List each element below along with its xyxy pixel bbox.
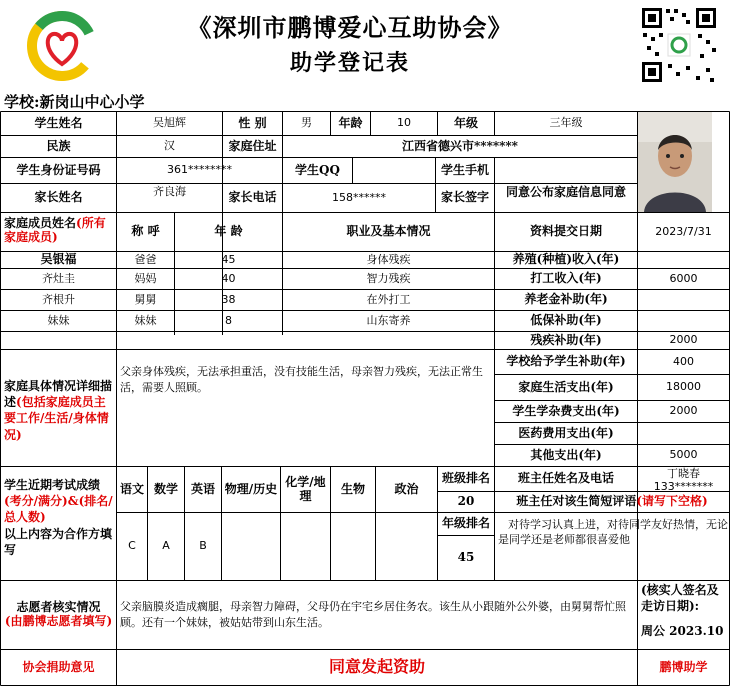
school-label: 学校: bbox=[4, 93, 40, 111]
score-politics bbox=[376, 513, 437, 580]
finance-value: 2000 bbox=[669, 333, 698, 347]
member-age: 8 bbox=[225, 313, 232, 327]
member-job: 在外打工 bbox=[366, 292, 411, 306]
id-value: 361******** bbox=[167, 163, 232, 177]
school-name: 新岗山中心小学 bbox=[39, 93, 145, 111]
situation-label-text: 家庭具体情况详细描述 bbox=[4, 379, 113, 410]
finance-label: 残疾补助(年) bbox=[530, 332, 602, 347]
situation-text: 父亲身体残疾，无法承担重活，没有技能生活，母亲智力残疾，无法正常生活，需要人照顾。 bbox=[120, 365, 483, 394]
finance-label: 养老金补助(年) bbox=[524, 292, 608, 307]
teacher-comment: 对待学习认真上进，对待同学友好热情，无论是同学还是老师都很喜爱他 bbox=[498, 518, 728, 547]
grade-rank-value: 45 bbox=[457, 550, 475, 565]
member-relation: 妹妹 bbox=[134, 313, 157, 327]
school-line bbox=[4, 91, 145, 112]
organization-name: 鹏博助学 bbox=[659, 659, 708, 674]
age-col-label: 年 龄 bbox=[214, 224, 243, 239]
situation-label-note: (包括家庭成员主要工作/生活/身体情况) bbox=[4, 395, 109, 442]
class-rank-value: 20 bbox=[457, 494, 475, 509]
teacher-phone: 133******* bbox=[653, 479, 714, 491]
heart-hand-logo-icon bbox=[22, 6, 102, 86]
subject-chemistry-geography-label: 化学/地理 bbox=[285, 474, 326, 503]
score-chinese: C bbox=[128, 539, 136, 553]
member-name: 妹妹 bbox=[47, 313, 70, 327]
donation-decision: 同意发起资助 bbox=[328, 657, 425, 677]
qr-code-icon bbox=[640, 6, 718, 84]
address-value: 江西省德兴市******* bbox=[402, 138, 518, 153]
finance-value: 18000 bbox=[666, 380, 701, 394]
exam-label-title: 学生近期考试成绩 bbox=[4, 478, 101, 492]
donation-opinion-label: 协会捐助意见 bbox=[22, 659, 95, 674]
consent-label: 同意公布家庭信息同意 bbox=[505, 185, 626, 199]
family-members-label-text: 家庭成员姓名 bbox=[4, 216, 77, 230]
age-label: 年龄 bbox=[338, 115, 363, 130]
finance-value: 6000 bbox=[669, 271, 698, 285]
comment-label-hint: (请写下空格) bbox=[636, 494, 708, 509]
student-name-label: 学生姓名 bbox=[34, 115, 83, 130]
score-physics-history bbox=[222, 513, 280, 580]
comment-label bbox=[495, 492, 729, 512]
student-phone-label: 学生手机 bbox=[440, 162, 489, 177]
parent-name-value: 齐良海 bbox=[153, 185, 186, 198]
subject-physics-history-label: 物理/历史 bbox=[224, 481, 278, 496]
form-title: 《深圳市鹏博爱心互助协会》 bbox=[187, 13, 513, 42]
subject-chinese-label: 语文 bbox=[119, 481, 144, 496]
finance-label: 养殖(种植)收入(年) bbox=[512, 252, 620, 267]
finance-label: 学生学杂费支出(年) bbox=[512, 403, 620, 418]
gender-value: 男 bbox=[301, 116, 312, 130]
grade-rank-label: 年级排名 bbox=[441, 516, 490, 531]
member-age: 45 bbox=[221, 252, 236, 266]
score-chemistry-geography bbox=[281, 513, 330, 580]
situation-label bbox=[1, 350, 116, 466]
member-name: 齐灶圭 bbox=[42, 271, 75, 285]
member-name: 吴银福 bbox=[40, 252, 77, 267]
teacher-contact bbox=[638, 467, 729, 491]
student-phone-value[interactable] bbox=[495, 158, 637, 183]
finance-value: 2000 bbox=[669, 404, 698, 418]
parent-name-label: 家长姓名 bbox=[34, 190, 83, 205]
family-members-label-note: (所有家庭成员) bbox=[4, 216, 106, 244]
member-relation: 妈妈 bbox=[134, 271, 157, 285]
parent-sign-label: 家长签字 bbox=[440, 190, 489, 205]
submit-date-value: 2023/7/31 bbox=[655, 224, 712, 238]
registration-table bbox=[0, 111, 730, 686]
exam-label-partner: 以上内容为合作方填写 bbox=[4, 526, 113, 557]
finance-label: 医药费用支出(年) bbox=[518, 425, 614, 440]
gender-label: 性 别 bbox=[238, 115, 267, 130]
subject-biology-label: 生物 bbox=[340, 481, 365, 496]
submit-date-label: 资料提交日期 bbox=[529, 224, 602, 239]
grade-value: 三年级 bbox=[549, 116, 583, 130]
teacher-label: 班主任姓名及电话 bbox=[517, 471, 614, 486]
score-english: B bbox=[199, 539, 207, 553]
qq-label: 学生QQ bbox=[295, 162, 340, 177]
ethnicity-value: 汉 bbox=[164, 139, 175, 153]
volunteer-label bbox=[1, 581, 116, 649]
finance-label: 打工收入(年) bbox=[530, 271, 602, 286]
finance-label: 学校给予学生补助(年) bbox=[506, 354, 626, 369]
finance-value bbox=[638, 252, 729, 268]
verifier-value: 周公 2023.10 bbox=[641, 624, 724, 639]
exam-label bbox=[1, 467, 116, 580]
member-relation: 爸爸 bbox=[134, 252, 157, 266]
verifier-label: (核实人签名及走访日期): bbox=[641, 582, 719, 613]
member-job: 身体残疾 bbox=[366, 252, 411, 266]
student-name-value: 吴旭辉 bbox=[153, 116, 186, 130]
form-header bbox=[0, 0, 730, 111]
volunteer-label-title: 志愿者核实情况 bbox=[16, 600, 101, 615]
teacher-name: 丁晓春 bbox=[667, 467, 700, 480]
job-col-label: 职业及基本情况 bbox=[346, 224, 431, 239]
subject-politics-label: 政治 bbox=[394, 481, 419, 496]
member-age: 40 bbox=[221, 271, 236, 285]
ethnicity-label: 民族 bbox=[46, 138, 71, 153]
member-name: 齐根升 bbox=[42, 292, 75, 306]
parent-phone-value: 158****** bbox=[332, 190, 386, 204]
age-value: 10 bbox=[397, 116, 411, 130]
class-rank-label: 班级排名 bbox=[441, 471, 490, 486]
relation-label: 称 呼 bbox=[131, 224, 160, 239]
score-math: A bbox=[162, 539, 170, 553]
parent-phone-label: 家长电话 bbox=[228, 190, 277, 205]
member-relation: 舅舅 bbox=[134, 292, 157, 306]
family-members-label bbox=[1, 213, 116, 251]
qq-value[interactable] bbox=[353, 158, 435, 183]
volunteer-text: 父亲脑膜炎造成瘸腿，母亲智力障碍，父母仍在宇宅乡居住务农。该生从小跟随外公外婆，由舅舅帮忙照顾。还有一个妹妹，被姑姑带到山东生活。 bbox=[120, 600, 626, 629]
finance-value bbox=[638, 290, 729, 310]
finance-value bbox=[638, 423, 729, 444]
score-biology bbox=[331, 513, 375, 580]
id-label: 学生身份证号码 bbox=[16, 162, 101, 177]
address-label: 家庭住址 bbox=[228, 138, 277, 153]
finance-label: 家庭生活支出(年) bbox=[518, 379, 614, 394]
subject-english-label: 英语 bbox=[190, 481, 215, 496]
finance-label: 低保补助(年) bbox=[530, 313, 602, 328]
member-job: 山东寄养 bbox=[366, 313, 411, 327]
finance-value: 5000 bbox=[669, 448, 698, 462]
exam-label-note: (考分/满分)&(排名/总人数) bbox=[4, 494, 113, 525]
subject-math-label: 数学 bbox=[153, 481, 178, 496]
volunteer-label-note: (由鹏博志愿者填写) bbox=[4, 614, 113, 628]
finance-value bbox=[638, 311, 729, 331]
finance-value: 400 bbox=[673, 354, 694, 368]
member-age: 38 bbox=[221, 292, 236, 306]
grade-label: 年级 bbox=[453, 115, 478, 130]
finance-label: 其他支出(年) bbox=[530, 447, 602, 462]
form-subtitle: 助学登记表 bbox=[289, 50, 410, 76]
member-job: 智力残疾 bbox=[366, 271, 411, 285]
comment-label-text: 班主任对该生简短评语 bbox=[516, 494, 637, 509]
